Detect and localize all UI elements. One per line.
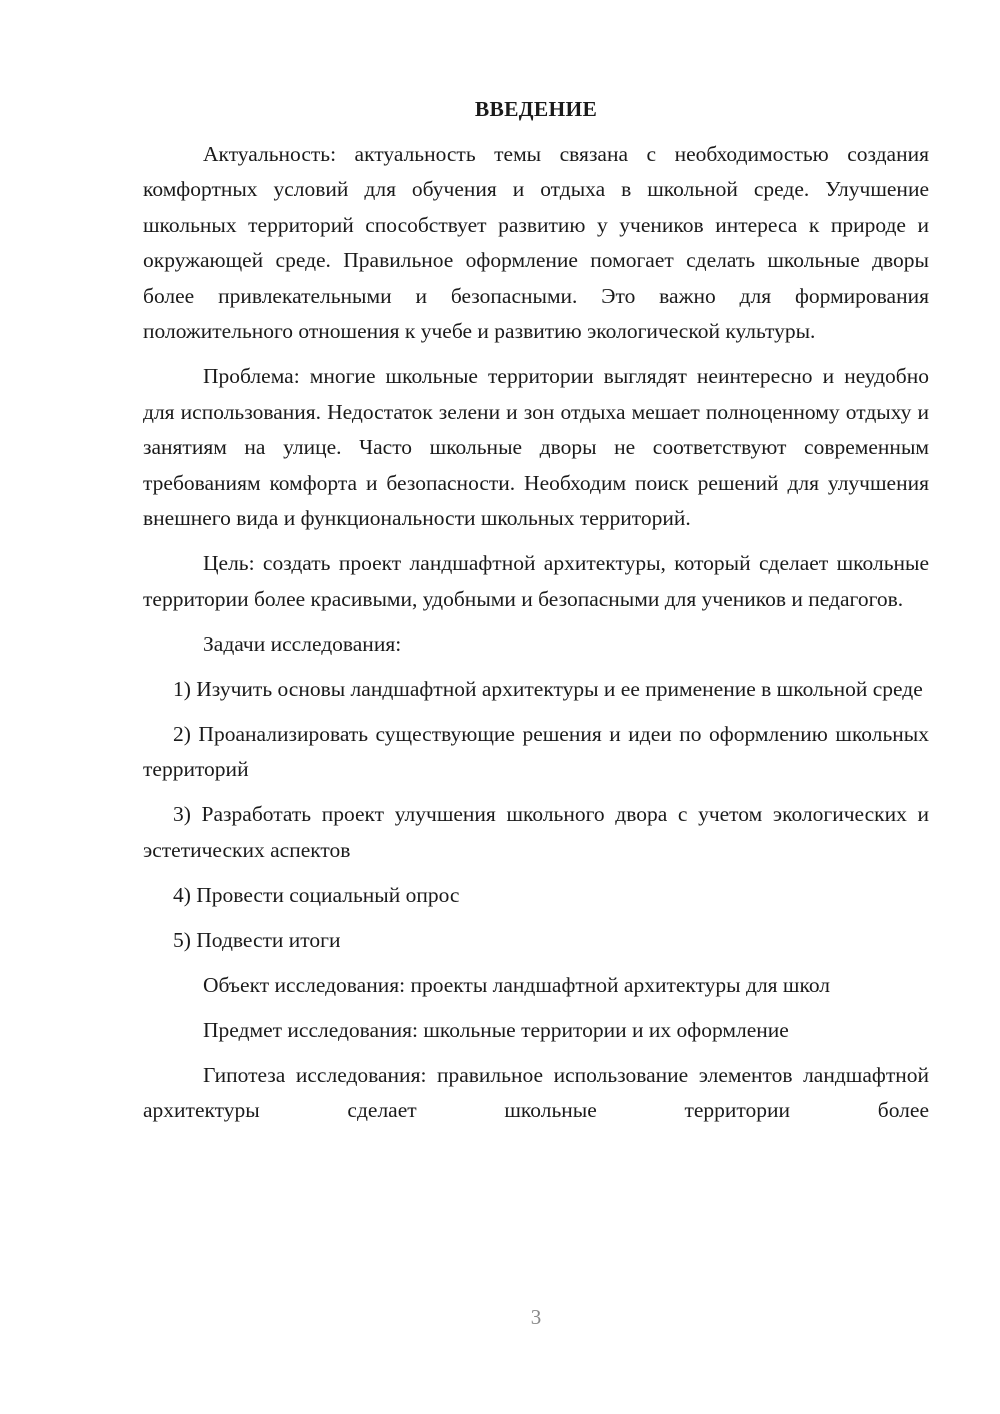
section-heading: ВВЕДЕНИЕ <box>474 97 598 121</box>
paragraph-tasks-title: Задачи исследования: <box>203 631 402 656</box>
paragraph-subject: Предмет исследования: школьные территории и их оформление <box>203 1017 789 1042</box>
page-number: 3 <box>530 1305 542 1329</box>
paragraph-problem: Проблема: многие школьные территории выглядят неинтересно и неудобно для использования. Недостаток зелени и зон отдыха мешает полноценному отдыху и занятиям на улице. Часто школьные дворы не соответствуют современным требованиям комфорта и безопасности. Необходим поиск решений для улучшения внешнего вида и функциональности школьных территорий. <box>143 364 929 530</box>
task-item-1: 1) Изучить основы ландшафтной архитектуры и ее применение в школьной среде <box>173 676 923 701</box>
paragraph-hypothesis: Гипотеза исследования: правильное использование элементов ландшафтной архитектуры сделает школьные территории более <box>143 1062 929 1122</box>
task-item-4: 4) Провести социальный опрос <box>173 882 460 907</box>
task-item-2: 2) Проанализировать существующие решения и идеи по оформлению школьных территорий <box>143 721 929 781</box>
document-body <box>143 92 929 1138</box>
paragraph-goal: Цель: создать проект ландшафтной архитектуры, который сделает школьные территории более красивыми, удобными и безопасными для учеников и педагогов. <box>143 551 929 611</box>
task-item-5: 5) Подвести итоги <box>173 927 341 952</box>
paragraph-relevance: Актуальность: актуальность темы связана с необходимостью создания комфортных условий для обучения и отдыха в школьной среде. Улучшение школьных территорий способствует развитию у учеников интереса к природе и окружающей среде. Правильное оформление помогает сделать школьные дворы более привлекательными и безопасными. Это важно для формирования положительного отношения к учебе и развитию экологической культуры. <box>143 141 929 343</box>
task-item-3: 3) Разработать проект улучшения школьного двора с учетом экологических и эстетических аспектов <box>143 802 929 862</box>
paragraph-object: Объект исследования: проекты ландшафтной архитектуры для школ <box>203 972 831 997</box>
